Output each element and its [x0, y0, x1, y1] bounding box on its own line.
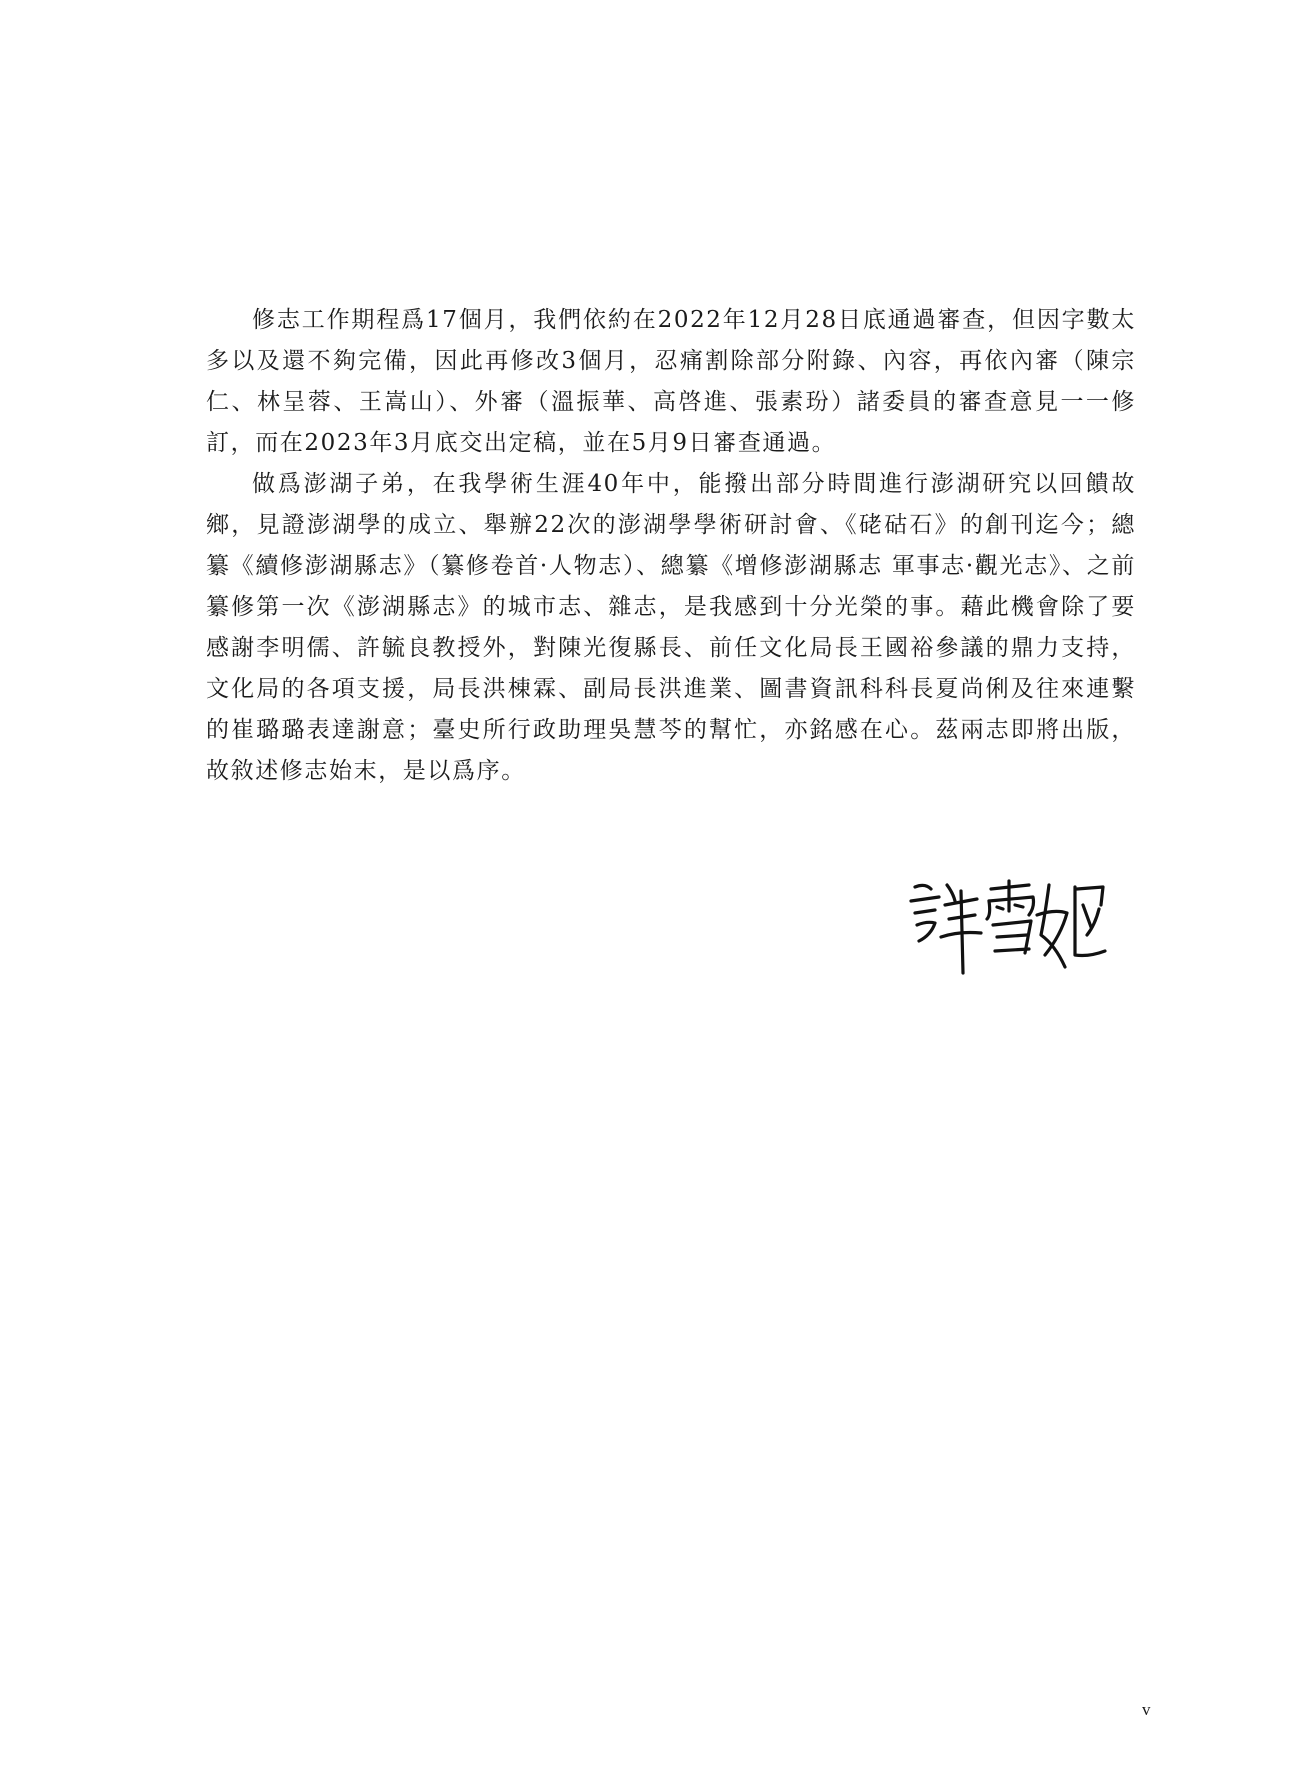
signature-strokes	[905, 875, 1115, 980]
paragraph-revision-process: 修志工作期程爲17個月，我們依約在2022年12月28日底通過審查，但因字數太多以及還不夠完備，因此再修改3個月，忍痛割除部分附錄、內容，再依內審（陳宗仁、林呈蓉、王嵩山）、外審（溫振華、高啓進、張素玢）諸委員的審查意見一一修訂，而在2023年3月底交出定稿，並在5月9日審查通過。	[206, 307, 1136, 456]
paragraph-acknowledgements: 做爲澎湖子弟，在我學術生涯40年中，能撥出部分時間進行澎湖研究以回饋故鄉，見證澎湖學的成立、舉辦22次的澎湖學學術研討會、《硓𥑮石》的創刊迄今；總纂《續修澎湖縣志》（纂修卷首·人物志）、總纂《增修澎湖縣志 軍事志·觀光志》、之前纂修第一次《澎湖縣志》的城市志、雜志，是我感到十分光榮的事。藉此機會除了要感謝李明儒、許毓良教授外，對陳光復縣長、前任文化局長王國裕參議的鼎力支持，文化局的各項支援，局長洪棟霖、副局長洪進業、圖書資訊科科長夏尚俐及往來連繫的崔璐璐表達謝意；臺史所行政助理吳慧芩的幫忙，亦銘感在心。茲兩志即將出版，故敘述修志始末，是以爲序。	[206, 471, 1136, 784]
page-number: v	[1142, 1700, 1151, 1719]
preface-body	[206, 300, 1136, 792]
handwritten-signature	[905, 875, 1115, 980]
